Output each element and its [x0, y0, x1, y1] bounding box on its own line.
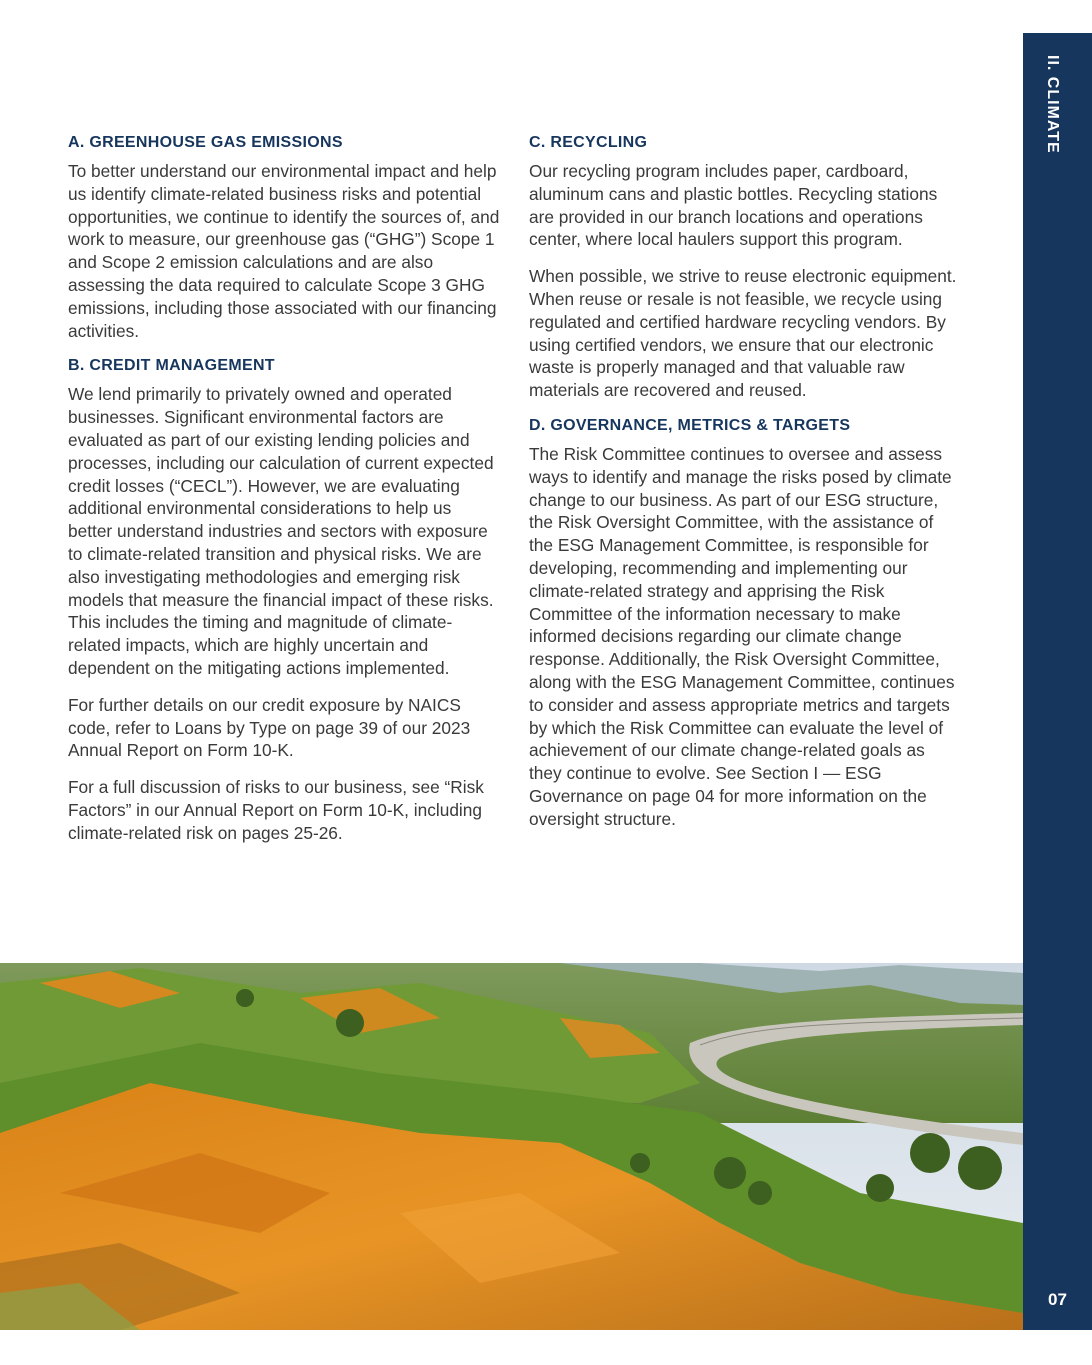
left-column [68, 133, 500, 859]
section-heading-governance: D. GOVERNANCE, METRICS & TARGETS [529, 416, 851, 434]
ghg-paragraph: To better understand our environmental impact and help us identify climate-related business risks and potential opportunities, we continue to identify the sources of, and work to measure, our greenhouse gas (“GHG”) Scope 1 and Scope 2 emission calculations and are also assessing the data required to calculate Scope 3 GHG emissions, including those associated with our financing activities. [68, 161, 500, 341]
section-heading-recycling: C. RECYCLING [529, 134, 648, 151]
section-heading-credit-management: B. CREDIT MANAGEMENT [68, 357, 275, 375]
governance-paragraph: The Risk Committee continues to oversee and assess ways to identify and manage the risks posed by climate change to our business. As part of our ESG structure, the Risk Oversight Committee, with the assistance of the ESG Management Committee, is responsible for developing, recommending and implementing our climate-related strategy and apprising the Risk Committee of the information necessary to make informed decisions regarding our climate change response. Additionally, the Risk Oversight Committee, along with the ESG Management Committee, continues to consider and assess appropriate metrics and targets by which the Risk Committee can evaluate the level of achievement of our climate change-related goals as they continue to evolve. See Section I — ESG Governance on page 04 for more information on the oversight structure. [529, 443, 955, 829]
page-number: 07 [1048, 1290, 1067, 1309]
right-column [529, 133, 961, 845]
credit-paragraph-1: We lend primarily to privately owned and operated businesses. Significant environmental factors are evaluated as part of our existing lending policies and processes, including our calculation of current expected credit losses (“CECL”). However, we are evaluating additional environmental considerations to help us better understand industries and sectors with exposure to climate-related transition and physical risks. We are also investigating methodologies and emerging risk models that measure the financial impact of these risks. This includes the timing and magnitude of climate-related impacts, which are highly uncertain and dependent on the mitigating actions implemented. [68, 384, 494, 678]
sidebar-section-title: II. CLIMATE [1044, 55, 1061, 154]
credit-paragraph-2: For further details on our credit exposure by NAICS code, refer to Loans by Type on page 39 of our 2023 Annual Report on Form 10-K. [68, 694, 471, 761]
landscape-photo [0, 963, 1023, 1330]
section-heading-greenhouse-gas: A. GREENHOUSE GAS EMISSIONS [68, 134, 343, 151]
recycling-paragraph-2: When possible, we strive to reuse electronic equipment. When reuse or resale is not feasible, we recycle using regulated and certified hardware recycling vendors. By using certified vendors, we ensure that our electronic waste is properly managed and that valuable raw materials are recovered and reused. [529, 266, 957, 401]
hillside-poppies-illustration [0, 963, 1023, 1330]
credit-paragraph-3: For a full discussion of risks to our business, see “Risk Factors” in our Annual Report on Form 10-K, including climate-related risk on pages 25-26. [68, 777, 484, 843]
section-sidebar [1023, 33, 1092, 1330]
recycling-paragraph-1: Our recycling program includes paper, cardboard, aluminum cans and plastic bottles. Recycling stations are provided in our branch locations and operations center, where local haulers support this program. [529, 161, 938, 250]
